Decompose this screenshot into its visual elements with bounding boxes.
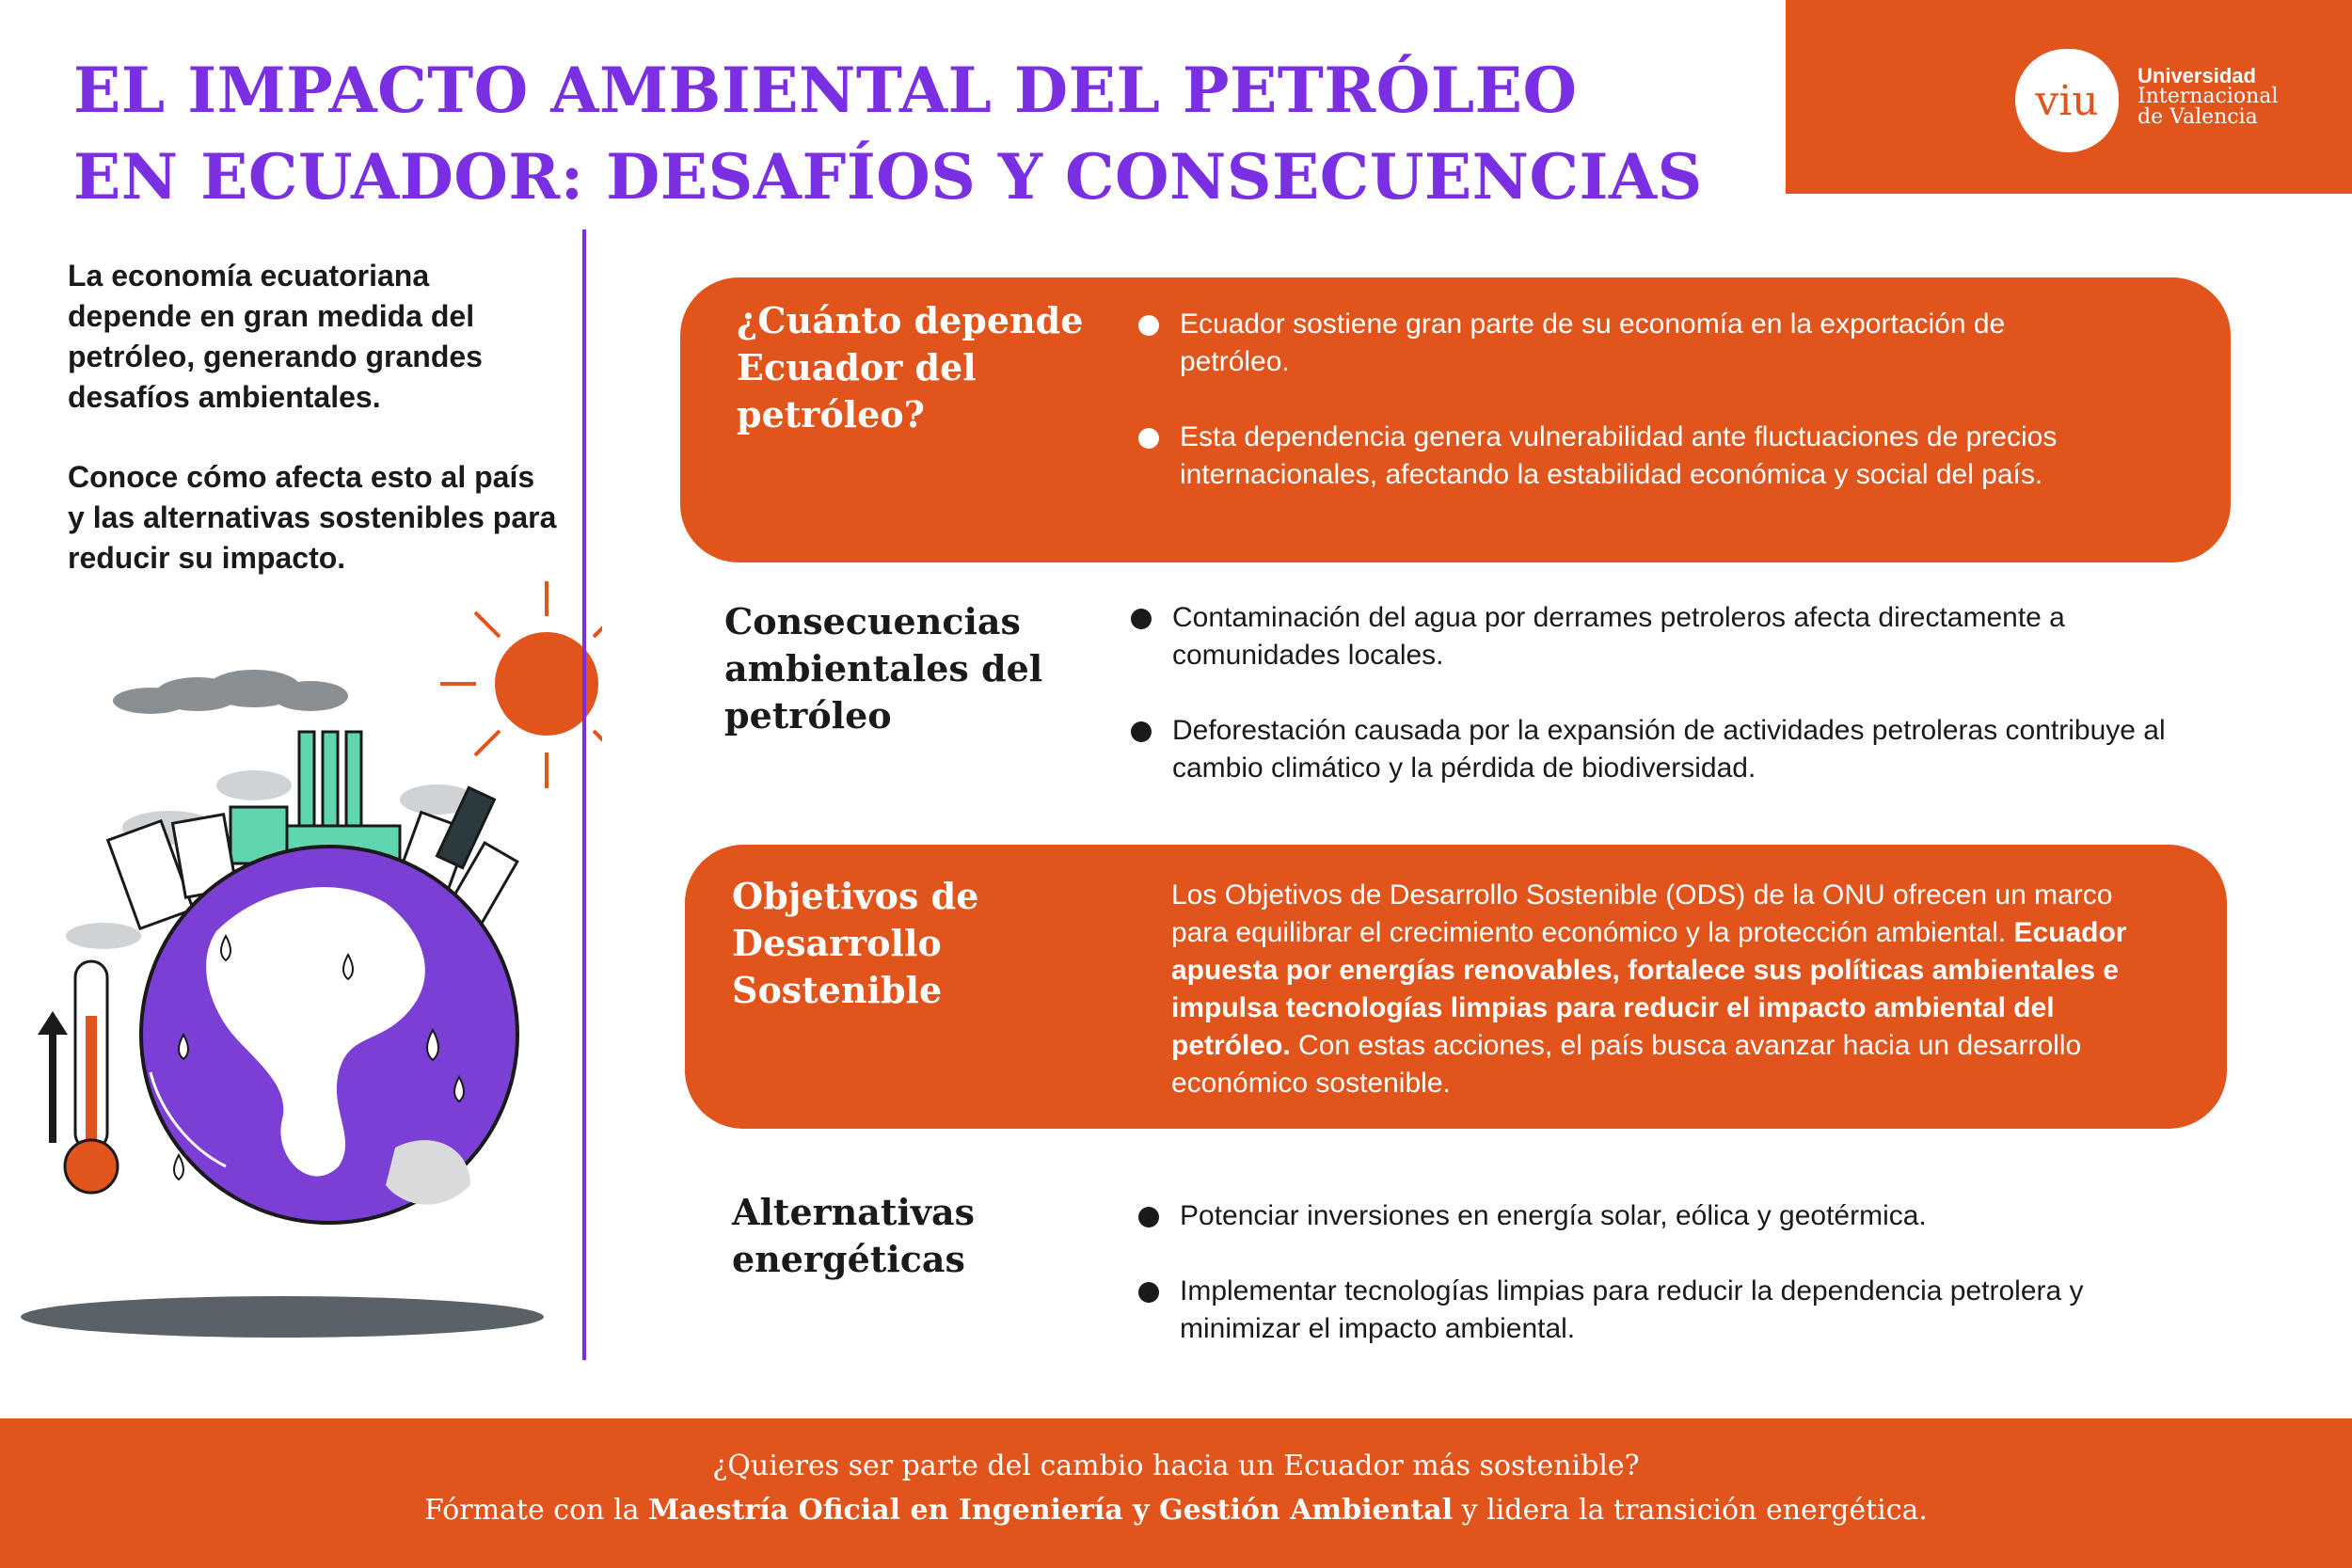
ods-text-bold: Ecuador apuesta por energías renovables, fortalece sus políticas ambientales e impulsa tecnologías limpias para reducir el impacto ambiental del petróleo. <box>1171 917 2127 1061</box>
footer-banner <box>0 1418 2352 1568</box>
bullet-icon <box>1138 1282 1159 1303</box>
title-line-2: EN ECUADOR: DESAFÍOS Y CONSECUENCIAS <box>73 140 1703 214</box>
list-item-text: Contaminación del agua por derrames petroleros afecta directamente a comunidades locales. <box>1172 602 2065 671</box>
globe-pollution-illustration <box>0 546 602 1345</box>
arrow-up-icon <box>38 1011 68 1143</box>
list-item <box>1138 306 2079 381</box>
list-item-text: Ecuador sostiene gran parte de su economía en la exportación de petróleo. <box>1180 309 2006 377</box>
dependence-title: ¿Cuánto depende Ecuador del petróleo? <box>737 299 1084 436</box>
bullet-icon <box>1138 315 1159 336</box>
bullet-icon <box>1138 428 1159 449</box>
logo-text: viu <box>2035 76 2099 125</box>
bullet-icon <box>1138 1207 1159 1227</box>
university-name-line-3: de Valencia <box>2137 105 2258 129</box>
ods-text-part-1: Los Objetivos de Desarrollo Sostenible (ODS) de la ONU ofrecen un marco para equilibrar el crecimiento económico y la protección ambiental. <box>1171 879 2113 948</box>
footer-cta <box>0 1488 2352 1532</box>
bullet-icon <box>1131 609 1152 629</box>
ods-text-part-2: Con estas acciones, el país busca avanzar hacia un desarrollo económico sostenible. <box>1171 1030 2082 1099</box>
sun-icon <box>440 581 602 788</box>
alternatives-list <box>1138 1197 2201 1386</box>
master-program-link[interactable]: Maestría Oficial en Ingeniería y Gestión Ambiental <box>648 1494 1454 1527</box>
list-item-text: Potenciar inversiones en energía solar, eólica y geotérmica. <box>1180 1200 1927 1231</box>
list-item <box>1138 419 2079 494</box>
list-item <box>1131 599 2213 674</box>
dependence-list <box>1138 306 2079 531</box>
intro-paragraph-2: Conoce cómo afecta esto al país y las alternativas sostenibles para reducir su impacto. <box>68 460 557 575</box>
university-name <box>2137 66 2278 128</box>
list-item <box>1138 1197 2201 1235</box>
footer-question: ¿Quieres ser parte del cambio hacia un Ecuador más sostenible? <box>712 1449 1640 1482</box>
footer-cta-post: y lidera la transición energética. <box>1453 1494 1928 1527</box>
ods-paragraph <box>1171 877 2169 1102</box>
list-item-text: Implementar tecnologías limpias para reducir la dependencia petrolera y minimizar el impacto ambiental. <box>1180 1275 2084 1344</box>
thermometer-icon <box>65 961 118 1193</box>
intro-paragraph-1: La economía ecuatoriana depende en gran medida del petróleo, generando grandes desafíos ambientales. <box>68 259 483 414</box>
list-item <box>1138 1273 2201 1348</box>
list-item-text: Deforestación causada por la expansión de actividades petroleras contribuye al cambio climático y la pérdida de biodiversidad. <box>1172 715 2166 784</box>
ods-title: Objetivos de Desarrollo Sostenible <box>732 875 979 1011</box>
alternatives-title: Alternativas energéticas <box>732 1191 976 1280</box>
consequences-list <box>1131 599 2213 825</box>
footer-cta-pre: Fórmate con la <box>424 1494 649 1527</box>
bullet-icon <box>1131 721 1152 742</box>
university-name-line-1: Universidad <box>2137 64 2256 87</box>
page-title <box>73 47 1767 220</box>
list-item-text: Esta dependencia genera vulnerabilidad ante fluctuaciones de precios internacionales, afectando la estabilidad económica y social del país. <box>1180 421 2058 490</box>
title-line-1: EL IMPACTO AMBIENTAL DEL PETRÓLEO <box>73 54 1578 127</box>
consequences-title: Consecuencias ambientales del petróleo <box>724 600 1043 736</box>
university-name-line-2: Internacional <box>2137 85 2279 108</box>
viu-logo[interactable] <box>2015 49 2119 152</box>
list-item <box>1131 712 2213 787</box>
vertical-divider <box>582 230 586 1360</box>
